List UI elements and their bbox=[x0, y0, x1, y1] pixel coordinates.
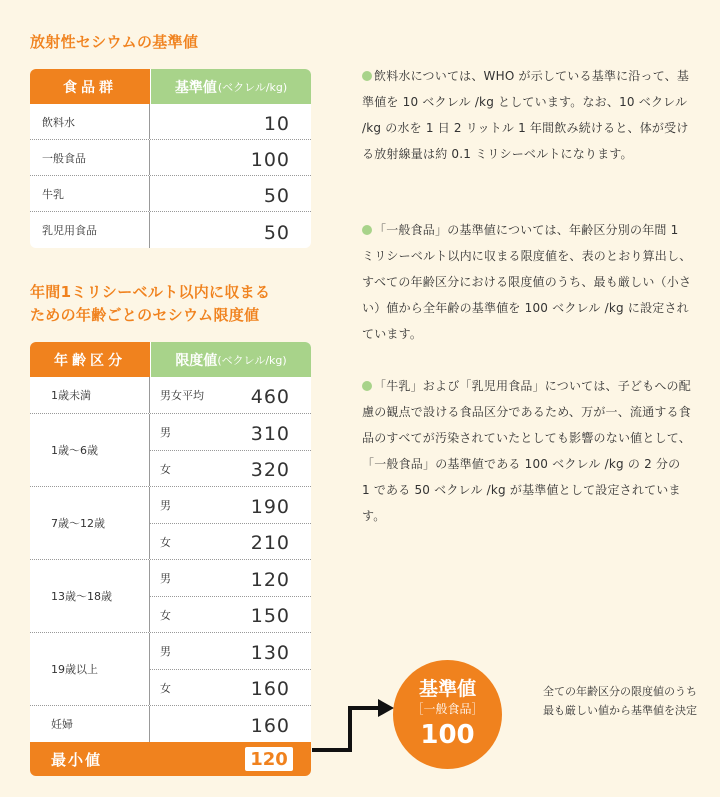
sub-row bbox=[150, 523, 311, 559]
header-standard-value bbox=[150, 69, 311, 104]
food-name: 飲料水 bbox=[30, 104, 150, 139]
sex-label: 男 bbox=[160, 499, 171, 512]
age-group-row bbox=[30, 633, 311, 706]
header-limit-label: 限度値 bbox=[175, 352, 218, 369]
limit-value: 160 bbox=[250, 715, 290, 737]
sub-row bbox=[150, 560, 311, 596]
age-label: 妊婦 bbox=[30, 706, 150, 742]
age-group-row bbox=[30, 377, 311, 414]
sub-row bbox=[150, 706, 311, 742]
food-name: 牛乳 bbox=[30, 176, 150, 211]
table-row bbox=[30, 176, 311, 212]
limit-value: 190 bbox=[250, 496, 290, 518]
sub-row bbox=[150, 633, 311, 669]
limit-value: 120 bbox=[250, 569, 290, 591]
sex-label: 男 bbox=[160, 645, 171, 658]
age-label: 1歳〜6歳 bbox=[30, 414, 150, 486]
limit-value: 160 bbox=[250, 678, 290, 700]
age-group-row bbox=[30, 706, 311, 742]
table-row bbox=[30, 212, 311, 248]
food-value: 100 bbox=[250, 149, 290, 171]
sub-row bbox=[150, 414, 311, 450]
sex-label: 女 bbox=[160, 608, 171, 622]
age-label: 13歳〜18歳 bbox=[30, 560, 150, 632]
bullet-icon bbox=[362, 225, 372, 235]
limit-value: 320 bbox=[250, 459, 290, 481]
sex-label bbox=[150, 706, 230, 742]
paragraph-general-food: 「一般食品」の基準値については、年齢区分別の年間 1 ミリシーベルト以内に収まる限度値を、表のとおり算出し、すべての年齢区分における限度値のうち、最も厳しい（小さい）値から全年齢の基準値を 100 ベクレル /kg に設定されています。 bbox=[362, 223, 692, 341]
age-label: 19歳以上 bbox=[30, 633, 150, 705]
sub-row bbox=[150, 487, 311, 523]
bullet-icon bbox=[362, 381, 372, 391]
header-standard-label: 基準値 bbox=[174, 79, 217, 96]
header-unit: (ベクレル/kg) bbox=[217, 353, 287, 367]
food-value: 50 bbox=[263, 222, 290, 244]
arrow-right-icon bbox=[310, 695, 394, 757]
sex-label: 女 bbox=[160, 681, 171, 695]
table-row bbox=[30, 140, 311, 176]
age-group-row bbox=[30, 487, 311, 560]
section-title-standards: 放射性セシウムの基準値 bbox=[30, 33, 199, 51]
limit-value: 210 bbox=[250, 532, 290, 554]
sex-label: 女 bbox=[160, 535, 171, 549]
standards-table bbox=[30, 69, 311, 248]
header-limit-value bbox=[150, 342, 311, 377]
badge-subtitle: ［一般食品］ bbox=[411, 702, 484, 716]
section-title-limits-line2: ための年齢ごとのセシウム限度値 bbox=[30, 306, 260, 324]
sex-label: 男 bbox=[160, 426, 171, 439]
note-text: 全ての年齢区分の限度値のうち最も厳しい値から基準値を決定 bbox=[543, 685, 697, 717]
standards-table-header bbox=[30, 69, 311, 104]
minimum-value: 120 bbox=[245, 747, 293, 771]
sub-row bbox=[150, 377, 311, 413]
section-title-limits-line1: 年間1ミリシーベルト以内に収まる bbox=[30, 283, 271, 301]
food-value: 10 bbox=[263, 113, 290, 135]
paragraph-drinking-water: 飲料水については、WHO が示している基準に沿って、基準値を 10 ベクレル /kg としています。なお、10 ベクレル /kg の水を 1 日 2 リットル 1 年間飲み続けると、体が受ける放射線量は約 0.1 ミリシーベルトになります。 bbox=[362, 69, 690, 161]
food-name: 乳児用食品 bbox=[30, 212, 150, 248]
age-limits-table bbox=[30, 342, 311, 776]
age-label: 1歳未満 bbox=[30, 377, 150, 413]
age-group-row bbox=[30, 414, 311, 487]
food-value: 50 bbox=[263, 185, 290, 207]
section-title-limits bbox=[30, 281, 270, 327]
sub-row bbox=[150, 450, 311, 486]
sub-row bbox=[150, 669, 311, 705]
age-label: 7歳〜12歳 bbox=[30, 487, 150, 559]
table-row bbox=[30, 104, 311, 140]
sex-label: 男女平均 bbox=[160, 389, 204, 402]
limit-value: 130 bbox=[250, 642, 290, 664]
minimum-row bbox=[30, 742, 311, 776]
limit-value: 310 bbox=[250, 423, 290, 445]
standard-value-badge bbox=[393, 660, 502, 769]
minimum-label: 最小値 bbox=[51, 750, 103, 769]
sex-label: 男 bbox=[160, 572, 171, 585]
header-unit: (ベクレル/kg) bbox=[217, 80, 288, 94]
bullet-icon bbox=[362, 71, 372, 81]
header-age-group: 年齢区分 bbox=[30, 342, 150, 377]
badge-value: 100 bbox=[420, 720, 475, 750]
header-food-group: 食品群 bbox=[30, 69, 150, 104]
paragraph-milk-infant: 「牛乳」および「乳児用食品」については、子どもへの配慮の観点で設ける食品区分であるため、万が一、流通する食品のすべてが汚染されていたとしても影響のない値として、「一般食品」の基準値である 100 ベクレル /kg の 2 分の 1 である 50 ベクレル /kg が基準値として設定されています。 bbox=[362, 379, 691, 523]
food-name: 一般食品 bbox=[30, 140, 150, 175]
limit-value: 460 bbox=[250, 386, 290, 408]
sex-label: 女 bbox=[160, 462, 171, 476]
age-group-row bbox=[30, 560, 311, 633]
limit-value: 150 bbox=[250, 605, 290, 627]
sub-row bbox=[150, 596, 311, 632]
age-limits-table-header bbox=[30, 342, 311, 377]
badge-title: 基準値 bbox=[418, 678, 476, 700]
